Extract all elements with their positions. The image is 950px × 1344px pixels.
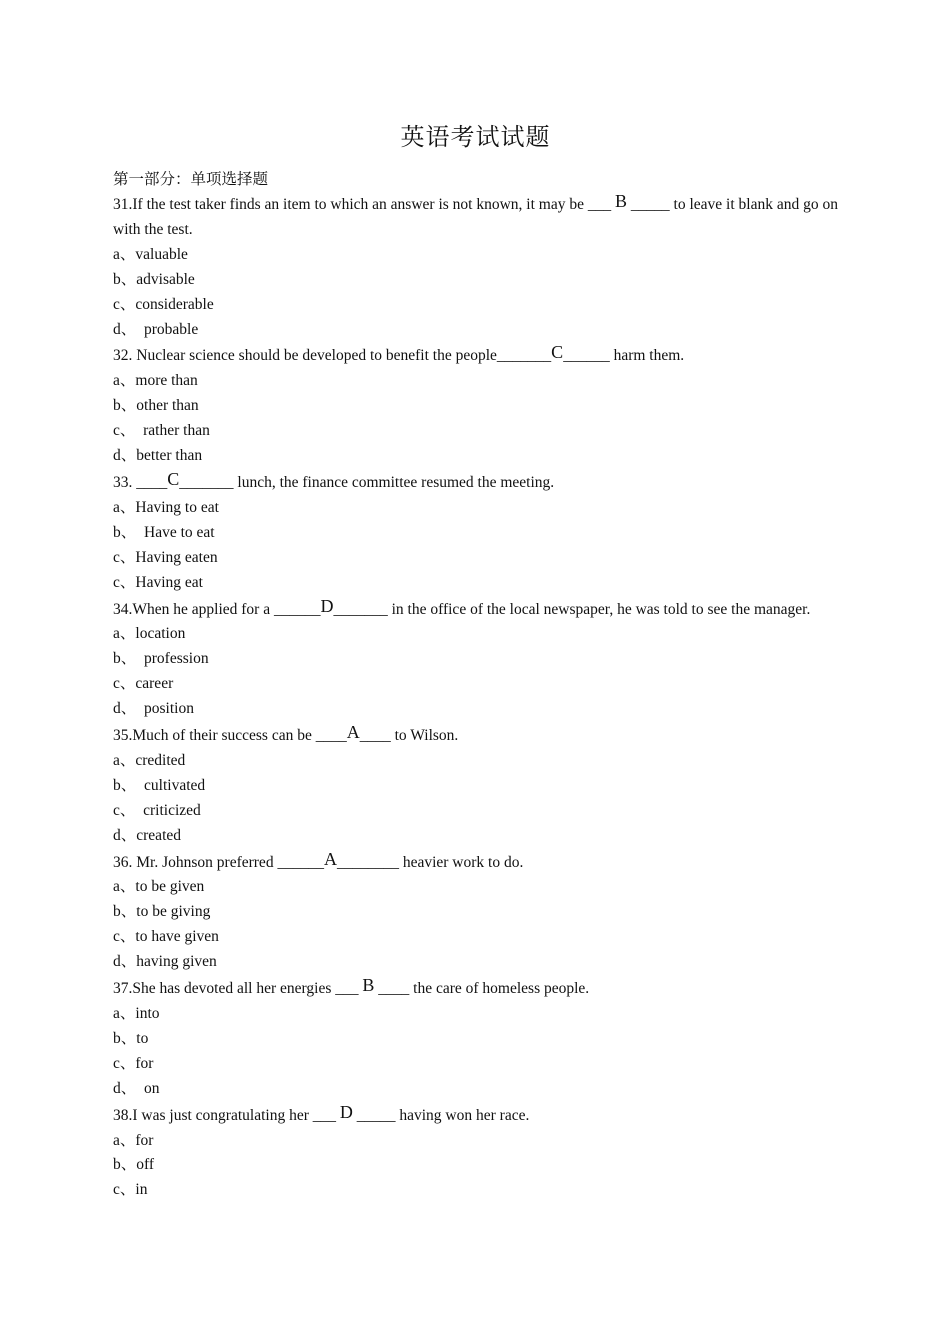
option-letter: a、 [113, 625, 136, 643]
option-text: credited [135, 751, 186, 769]
option [113, 622, 838, 647]
option [113, 444, 838, 469]
option-text: into [135, 1005, 160, 1022]
option-letter: a、 [113, 878, 136, 896]
option-letter: a、 [113, 1005, 136, 1022]
question-text: 32. Nuclear science should be developed to benefit the people_______ [113, 347, 552, 365]
question-text: ______ harm them. [563, 347, 685, 365]
option [113, 824, 838, 849]
option [113, 419, 838, 444]
option-text: to [136, 1029, 149, 1047]
option-letter: c、 [113, 801, 144, 819]
question-35 [113, 722, 838, 749]
option-letter: b、 [113, 1156, 137, 1174]
option-text: criticized [143, 801, 201, 819]
question-text: 37.She has devoted all her energies ___ [113, 980, 363, 998]
option [113, 571, 838, 596]
option-letter: d、 [113, 700, 145, 718]
option [113, 925, 838, 950]
answer-mark: D [320, 595, 334, 616]
option-letter: a、 [113, 245, 136, 263]
option [113, 521, 838, 546]
option [113, 1129, 838, 1154]
option-letter: b、 [113, 776, 145, 794]
option-text: advisable [136, 270, 195, 288]
option-letter: c、 [113, 548, 136, 566]
option-letter: d、 [113, 826, 137, 844]
option [113, 950, 838, 975]
option-text: probable [144, 320, 199, 338]
question-34 [113, 596, 838, 623]
option-letter: a、 [113, 751, 136, 769]
option-text: better than [136, 447, 203, 465]
answer-mark: D [339, 1101, 353, 1122]
question-text: 34.When he applied for a ______ [113, 600, 321, 618]
option [113, 1052, 838, 1077]
option-text: in [135, 1181, 148, 1199]
option-letter: b、 [113, 650, 145, 668]
question-text: 36. Mr. Johnson preferred ______ [113, 853, 324, 871]
option [113, 799, 838, 824]
option-letter: c、 [113, 1054, 136, 1072]
option-letter: a、 [113, 498, 136, 516]
question-31 [113, 191, 838, 243]
option-letter: c、 [113, 573, 136, 591]
question-37 [113, 975, 838, 1002]
question-36 [113, 849, 838, 876]
question-list [113, 191, 838, 1203]
option [113, 875, 838, 900]
answer-mark: A [323, 848, 337, 869]
question-text: ________ heavier work to do. [336, 853, 524, 871]
option-letter: d、 [113, 447, 137, 465]
option-text: Have to eat [144, 523, 215, 541]
question-text: _____ having won her race. [352, 1106, 530, 1124]
option [113, 647, 838, 672]
option-text: profession [144, 650, 209, 668]
option [113, 394, 838, 419]
question-text: _______ lunch, the finance committee resumed the meeting. [179, 473, 555, 491]
answer-mark: B [362, 975, 375, 996]
option-text: for [135, 1131, 154, 1149]
option [113, 672, 838, 697]
option-letter: c、 [113, 422, 144, 440]
option-text: considerable [135, 295, 214, 313]
option-text: off [136, 1156, 155, 1174]
option-text: Having eaten [135, 548, 218, 566]
option [113, 496, 838, 521]
answer-mark: C [551, 342, 564, 363]
option-letter: c、 [113, 295, 136, 313]
page-title: 英语考试试题 [400, 125, 551, 151]
option-text: location [135, 625, 186, 643]
option-text: Having eat [135, 573, 203, 591]
option-text: Having to eat [135, 498, 219, 516]
option-letter: d、 [113, 320, 145, 338]
option-text: other than [136, 397, 199, 415]
option [113, 268, 838, 293]
option-letter: b、 [113, 1029, 137, 1047]
option-text: having given [136, 953, 217, 971]
option-text: rather than [143, 422, 210, 440]
question-text: 31.If the test taker finds an item to which an answer is not known, it may be ___ [113, 196, 616, 213]
question-text: _______ in the office of the local newspaper, he was told to see the manager. [333, 600, 811, 618]
question-32 [113, 342, 838, 369]
option [113, 1178, 838, 1203]
option-text: valuable [135, 245, 188, 263]
option-text: created [136, 826, 182, 844]
option [113, 243, 838, 268]
option-letter: c、 [113, 1181, 136, 1199]
question-text: _____ to leave it blank and go on with the test. [113, 196, 838, 238]
option [113, 546, 838, 571]
answer-mark: A [346, 722, 360, 743]
option [113, 900, 838, 925]
option-text: to be giving [136, 903, 211, 921]
option-letter: a、 [113, 372, 136, 390]
question-text: 38.I was just congratulating her ___ [113, 1106, 340, 1124]
question-text: 35.Much of their success can be ____ [113, 727, 347, 745]
option-text: position [144, 700, 194, 718]
option-letter: a、 [113, 1131, 136, 1149]
option-text: to have given [135, 928, 219, 946]
question-text: ____ the care of homeless people. [374, 980, 590, 998]
option-text: cultivated [144, 776, 206, 794]
question-38 [113, 1102, 838, 1129]
option [113, 749, 838, 774]
option-letter: d、 [113, 1079, 145, 1097]
option-letter: c、 [113, 675, 136, 693]
option [113, 1027, 838, 1052]
option-letter: b、 [113, 397, 137, 415]
option-text: for [135, 1054, 154, 1072]
question-text: ____ to Wilson. [359, 727, 459, 745]
option [113, 1153, 838, 1178]
question-text: 33. ____ [113, 473, 168, 491]
option [113, 1077, 838, 1102]
option [113, 697, 838, 722]
question-33 [113, 469, 838, 496]
option-text: to be given [135, 878, 205, 896]
option-text: more than [135, 372, 198, 390]
option-letter: b、 [113, 903, 137, 921]
option-text: on [144, 1079, 160, 1097]
answer-mark: B [615, 191, 628, 211]
option [113, 1002, 838, 1027]
option-letter: c、 [113, 928, 136, 946]
option [113, 293, 838, 318]
section-heading: 第一部分：单项选择题 [113, 171, 269, 188]
option-letter: b、 [113, 523, 145, 541]
option-letter: d、 [113, 953, 137, 971]
option [113, 369, 838, 394]
option-letter: b、 [113, 270, 137, 288]
answer-mark: C [167, 468, 180, 489]
option [113, 774, 838, 799]
option-text: career [135, 675, 174, 693]
option [113, 318, 838, 343]
